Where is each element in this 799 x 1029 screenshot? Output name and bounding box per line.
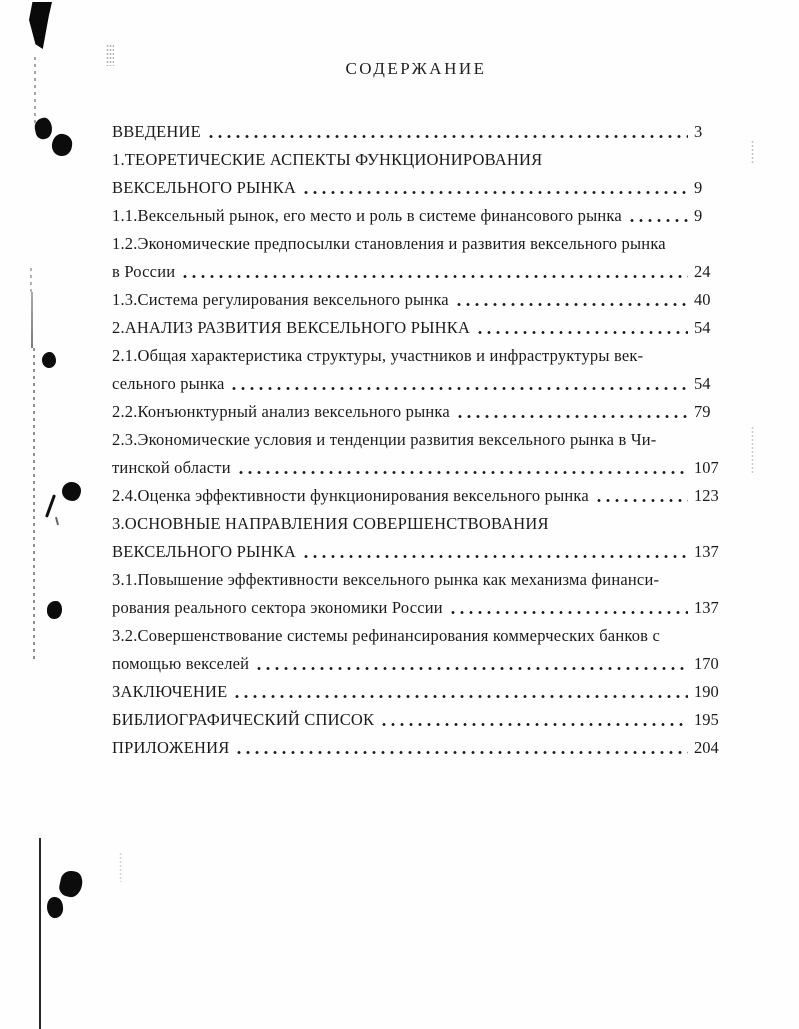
table-of-contents — [112, 118, 720, 762]
dot-leader — [476, 314, 688, 342]
toc-entry-text: 3.2.Совершенствование системы рефинансирования коммерческих банков с — [112, 626, 661, 645]
toc-page-number: 54 — [694, 318, 711, 337]
toc-entry-text: ЗАКЛЮЧЕНИЕ — [112, 682, 228, 701]
toc-row — [112, 566, 720, 594]
toc-entry-text: 2.4.Оценка эффективности функционирования вексельного рынка — [112, 486, 589, 505]
toc-entry-text: БИБЛИОГРАФИЧЕСКИЙ СПИСОК — [112, 710, 375, 729]
ink-stroke — [55, 517, 59, 525]
toc-row — [112, 594, 720, 622]
toc-row — [112, 174, 720, 202]
ink-blob — [33, 116, 54, 140]
toc-page-number: 54 — [694, 374, 711, 393]
toc-page-number: 107 — [694, 458, 719, 477]
dot-leader — [302, 538, 688, 566]
toc-entry-text: 1.1.Вексельный рынок, его место и роль в системе финансового рынка — [112, 206, 622, 225]
toc-page-number: 195 — [694, 710, 719, 729]
toc-row — [112, 286, 720, 314]
toc-row — [112, 678, 720, 706]
scan-speck — [119, 852, 123, 882]
scan-edge-line — [31, 292, 33, 348]
toc-row — [112, 510, 720, 538]
toc-entry-text: ПРИЛОЖЕНИЯ — [112, 738, 230, 757]
dot-leader — [595, 482, 688, 510]
toc-row — [112, 426, 720, 454]
toc-entry-text: 1.ТЕОРЕТИЧЕСКИЕ АСПЕКТЫ ФУНКЦИОНИРОВАНИЯ — [112, 150, 543, 169]
toc-page-number: 3 — [694, 122, 703, 141]
toc-page-number: 170 — [694, 654, 719, 673]
toc-page-number: 137 — [694, 542, 719, 561]
toc-row — [112, 146, 720, 174]
ink-blob — [42, 352, 56, 368]
dot-leader — [666, 622, 688, 650]
dot-leader — [555, 510, 688, 538]
page-title: СОДЕРЖАНИЕ — [345, 59, 487, 78]
dot-leader — [649, 342, 688, 370]
toc-row — [112, 258, 720, 286]
toc-entry-text: 2.2.Конъюнктурный анализ вексельного рынка — [112, 402, 450, 421]
toc-page-number: 9 — [694, 178, 703, 197]
scan-edge-line — [39, 838, 41, 1029]
toc-page-number: 204 — [694, 738, 719, 757]
dot-leader — [449, 594, 688, 622]
scan-speck — [751, 426, 754, 474]
toc-page-number: 123 — [694, 486, 719, 505]
dot-leader — [230, 370, 688, 398]
ink-stroke — [45, 494, 56, 518]
dot-leader — [456, 398, 688, 426]
toc-entry-text: рования реального сектора экономики России — [112, 598, 443, 617]
toc-entry-text: ВЕКСЕЛЬНОГО РЫНКА — [112, 178, 297, 197]
toc-row — [112, 622, 720, 650]
toc-entry-text: в России — [112, 262, 176, 281]
dot-leader — [235, 734, 688, 762]
toc-row — [112, 482, 720, 510]
toc-entry-text: 2.АНАЛИЗ РАЗВИТИЯ ВЕКСЕЛЬНОГО РЫНКА — [112, 318, 471, 337]
ink-blob — [58, 869, 85, 899]
dot-leader — [672, 230, 688, 258]
dot-leader — [548, 146, 688, 174]
ink-blob — [51, 133, 74, 158]
toc-entry-text: 2.3.Экономические условия и тенденции развития вексельного рынка в Чи- — [112, 430, 657, 449]
toc-row — [112, 314, 720, 342]
toc-entry-text: 1.3.Система регулирования вексельного рынка — [112, 290, 449, 309]
dot-leader — [628, 202, 688, 230]
toc-page-number: 190 — [694, 682, 719, 701]
toc-row — [112, 230, 720, 258]
dot-leader — [255, 650, 688, 678]
dot-leader — [380, 706, 688, 734]
scan-edge-line — [30, 268, 32, 292]
dot-leader — [237, 454, 688, 482]
dot-leader — [181, 258, 688, 286]
toc-entry-text: 3.ОСНОВНЫЕ НАПРАВЛЕНИЯ СОВЕРШЕНСТВОВАНИЯ — [112, 514, 549, 533]
ink-blob — [47, 601, 62, 619]
toc-entry-text: ВВЕДЕНИЕ — [112, 122, 201, 141]
toc-row — [112, 398, 720, 426]
toc-row — [112, 538, 720, 566]
toc-row — [112, 734, 720, 762]
dot-leader — [663, 426, 689, 454]
toc-entry-text: сельного рынка — [112, 374, 225, 393]
scan-edge-line — [34, 57, 36, 123]
scan-edge-line — [33, 348, 35, 660]
toc-row — [112, 706, 720, 734]
toc-row — [112, 454, 720, 482]
ink-blob — [62, 482, 81, 501]
toc-row — [112, 202, 720, 230]
toc-page-number: 79 — [694, 402, 711, 421]
toc-entry-text: 3.1.Повышение эффективности вексельного рынка как механизма финанси- — [112, 570, 660, 589]
dot-leader — [207, 118, 688, 146]
toc-entry-text: тинской области — [112, 458, 231, 477]
toc-entry-text: помощью векселей — [112, 654, 250, 673]
ink-smudge-top-corner — [29, 2, 52, 49]
toc-entry-text: 2.1.Общая характеристика структуры, участников и инфраструктуры век- — [112, 346, 644, 365]
scan-speck — [751, 140, 754, 164]
toc-row — [112, 342, 720, 370]
toc-row — [112, 370, 720, 398]
ink-blob — [46, 896, 65, 919]
toc-entry-text: 1.2.Экономические предпосылки становления и развития вексельного рынка — [112, 234, 666, 253]
toc-row — [112, 118, 720, 146]
toc-entry-text: ВЕКСЕЛЬНОГО РЫНКА — [112, 542, 297, 561]
dot-leader — [665, 566, 688, 594]
toc-page-number: 24 — [694, 262, 711, 281]
toc-row — [112, 650, 720, 678]
toc-page-number: 40 — [694, 290, 711, 309]
toc-page-number: 137 — [694, 598, 719, 617]
dot-leader — [302, 174, 688, 202]
dot-leader — [455, 286, 688, 314]
dot-leader — [233, 678, 688, 706]
toc-page-number: 9 — [694, 206, 703, 225]
